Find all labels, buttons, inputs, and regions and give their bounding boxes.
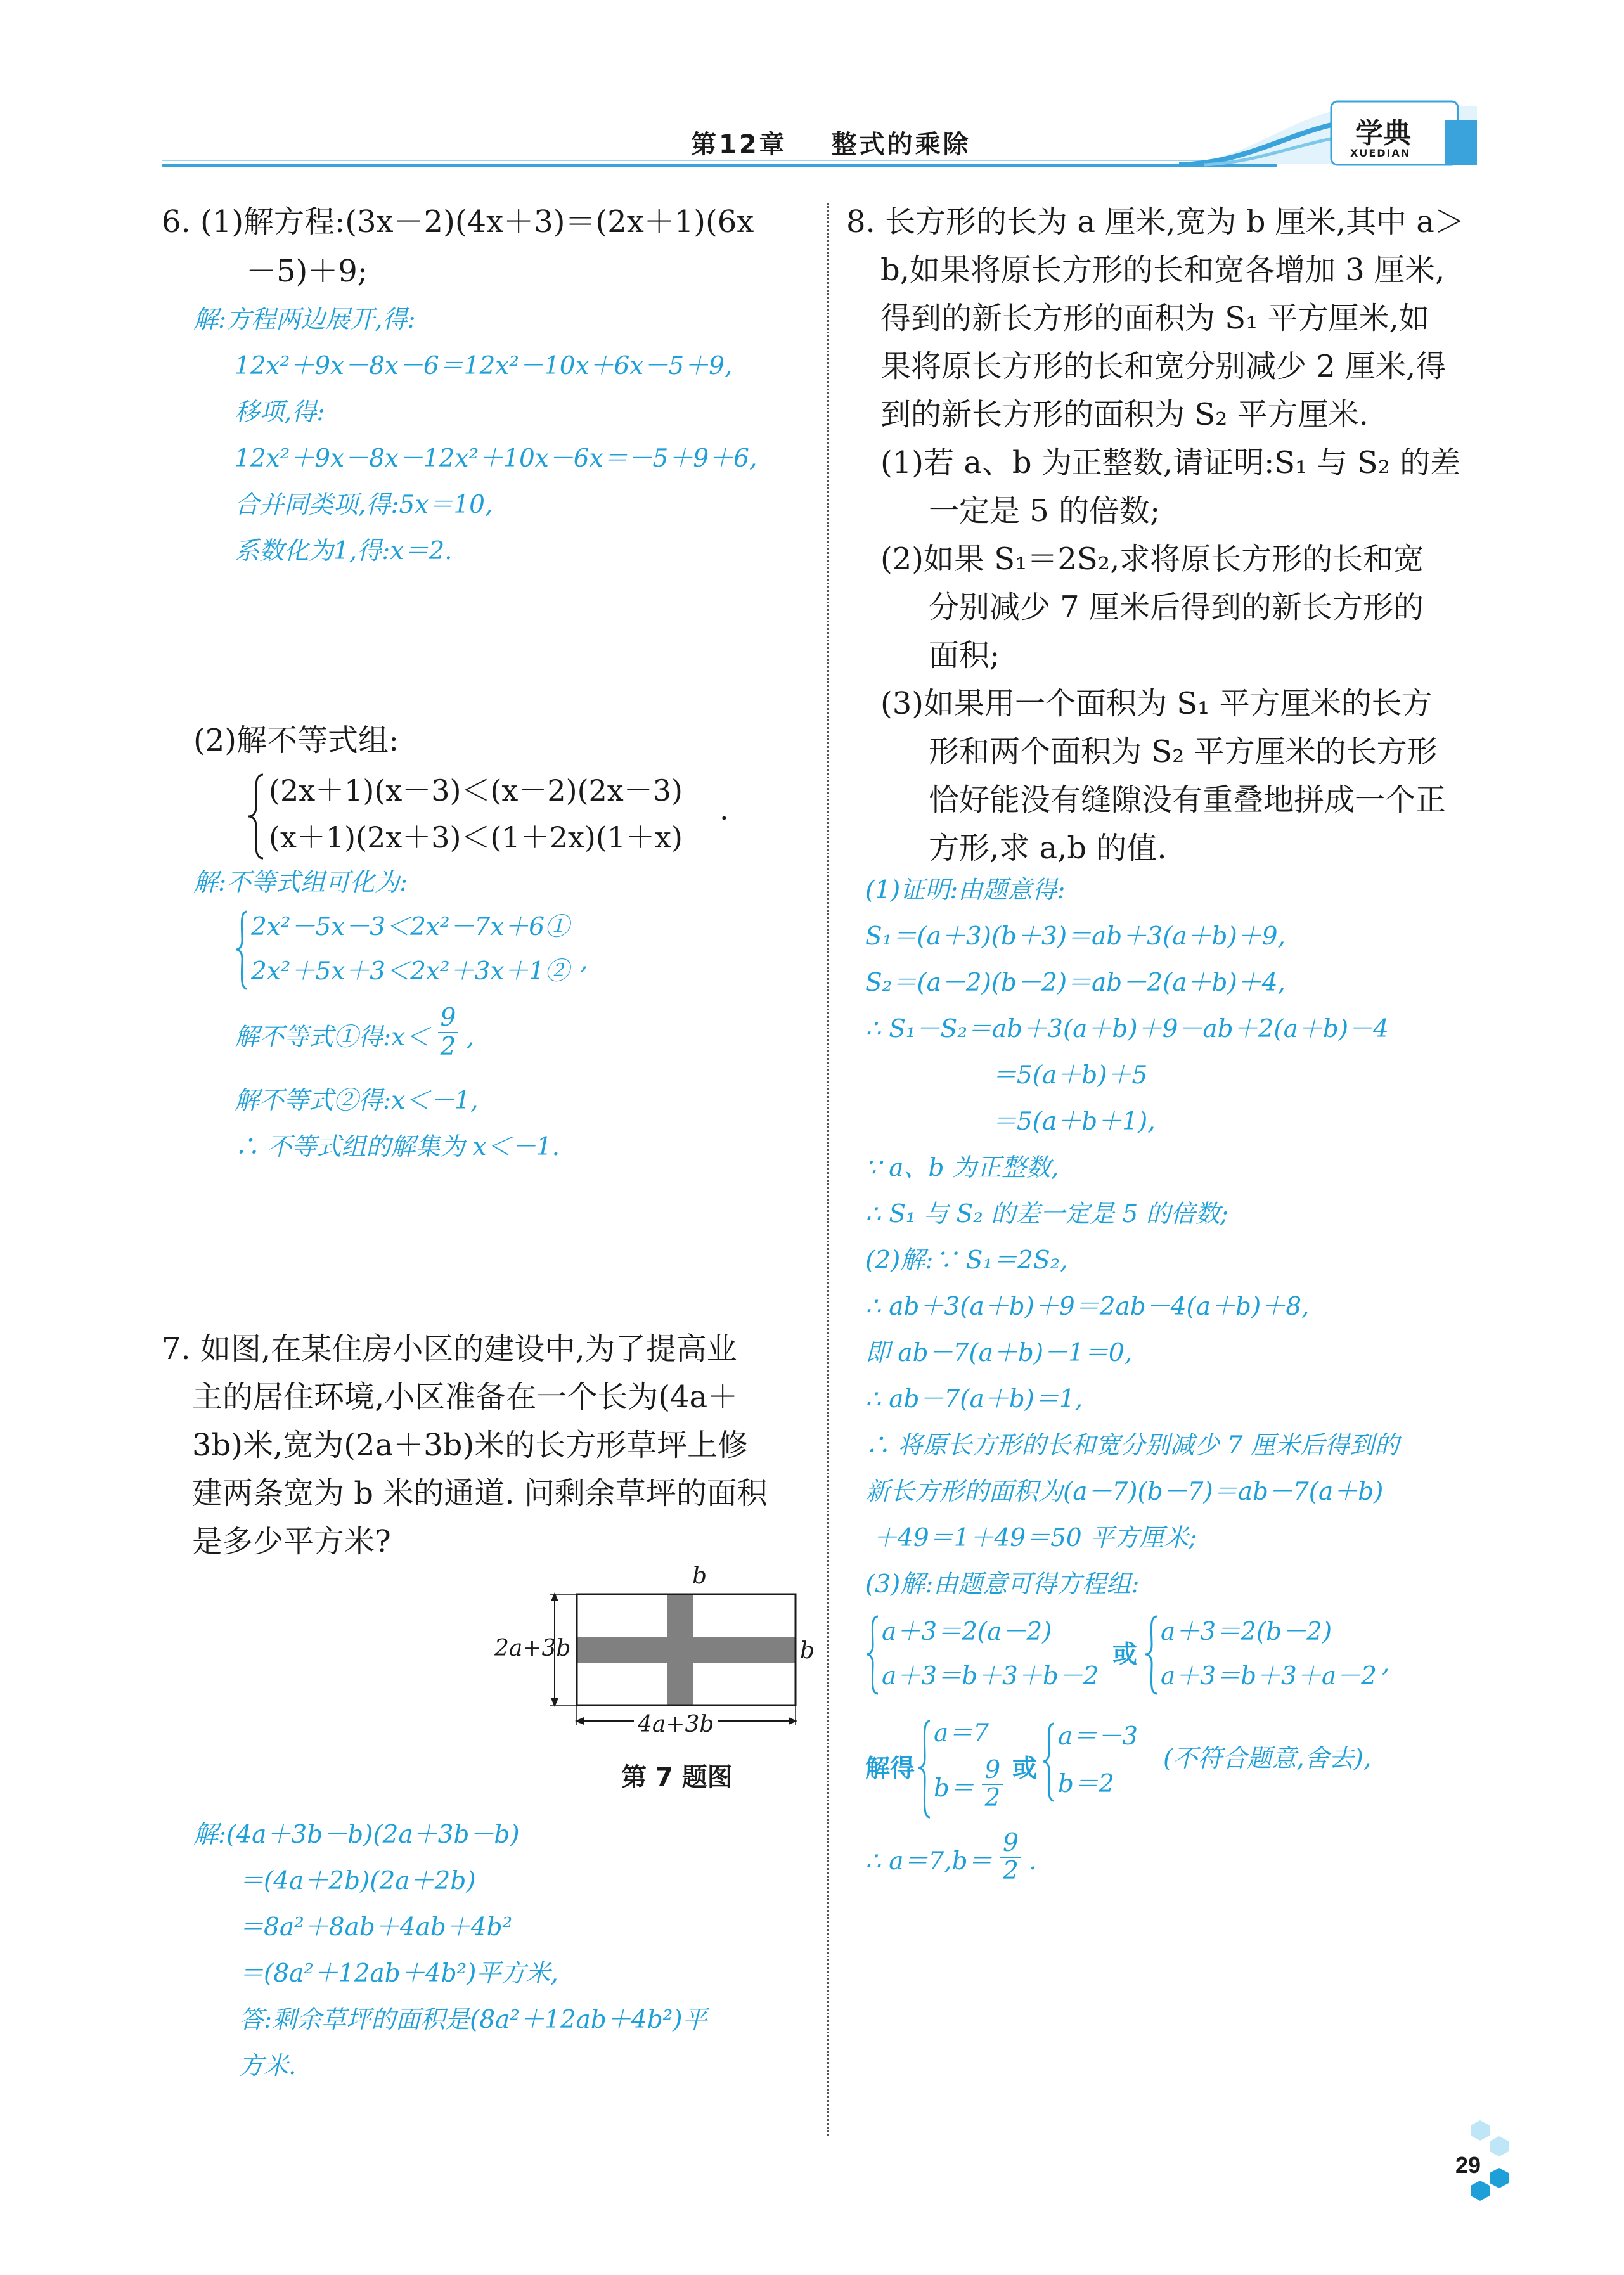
solution-line: 移项,得: bbox=[235, 398, 325, 427]
solution-line: (3)解:由题意可得方程组: bbox=[865, 1570, 1140, 1599]
q7-line: 是多少平方米? bbox=[192, 1524, 391, 1559]
fraction-numerator: 9 bbox=[438, 1004, 459, 1033]
q8-line: 8. 长方形的长为 a 厘米,宽为 b 厘米,其中 a＞ bbox=[846, 204, 1465, 240]
horizontal-path bbox=[577, 1637, 796, 1663]
solution-line: 系数化为1,得:x＝2. bbox=[235, 537, 453, 565]
q6-solution-2-intro: 解:不等式组可化为: bbox=[193, 868, 408, 897]
header-wave-decoration bbox=[1179, 95, 1483, 174]
solution-line: 即 ab－7(a＋b)－1＝0, bbox=[865, 1339, 1133, 1367]
fraction bbox=[1000, 1830, 1021, 1885]
solution-a: a＝7 bbox=[934, 1719, 989, 1748]
figure-width-label: 4a+3b bbox=[634, 1711, 718, 1737]
chapter-title: 整式的乘除 bbox=[831, 130, 971, 159]
q8-solutions bbox=[865, 1715, 1436, 1829]
figure-b-top-label: b bbox=[692, 1563, 707, 1589]
q7-line: 3b)米,宽为(2a＋3b)米的长方形草坪上修 bbox=[192, 1428, 749, 1463]
solution-line: ∴ S₁－S₂＝ab＋3(a＋b)＋9－ab＋2(a＋b)－4 bbox=[865, 1015, 1389, 1043]
rejection-note: (不符合题意,舍去), bbox=[1163, 1744, 1372, 1773]
inequality-2: (x＋1)(2x＋3)＜(1＋2x)(1＋x) bbox=[269, 820, 683, 854]
left-brace-icon bbox=[1144, 1614, 1159, 1696]
solution-line: (2)解:∵ S₁＝2S₂, bbox=[865, 1246, 1068, 1275]
q8-line: 一定是 5 的倍数; bbox=[929, 493, 1161, 529]
page-number: 29 bbox=[1455, 2152, 1481, 2178]
q8-line: (1)若 a、b 为正整数,请证明:S₁ 与 S₂ 的差 bbox=[880, 445, 1461, 480]
left-brace-icon bbox=[247, 772, 266, 861]
solution-line: ∴ ab－7(a＋b)＝1, bbox=[865, 1385, 1083, 1414]
q7-line: 7. 如图,在某住房小区的建设中,为了提高业 bbox=[162, 1331, 737, 1367]
brand-logo-text: 学典 bbox=[1355, 117, 1411, 150]
q6-part1-line1: 6. (1)解方程:(3x－2)(4x＋3)＝(2x＋1)(6x bbox=[162, 204, 754, 240]
header-rule bbox=[162, 164, 1277, 167]
solution-line: ＝8a²＋8ab＋4ab＋4b² bbox=[239, 1913, 513, 1942]
solve-label: 解得 bbox=[865, 1754, 915, 1783]
fraction-numerator: 9 bbox=[1000, 1830, 1021, 1858]
solution-comma: , bbox=[580, 947, 588, 976]
chapter-label: 第12章 bbox=[691, 130, 787, 159]
system-period: . bbox=[719, 792, 729, 827]
system1-eq1: a＋3＝2(a－2) bbox=[882, 1618, 1052, 1646]
or-label: 或 bbox=[1112, 1640, 1138, 1669]
q8-line: 果将原长方形的长和宽分别减少 2 厘米,得 bbox=[880, 349, 1447, 384]
q8-line: (3)如果用一个面积为 S₁ 平方厘米的长方 bbox=[880, 686, 1433, 721]
solution-line: 解:(4a＋3b－b)(2a＋3b－b) bbox=[193, 1821, 520, 1849]
q7-text bbox=[162, 1325, 768, 1566]
solution-line: ∴ 将原长方形的长和宽分别减少 7 厘米后得到的 bbox=[865, 1431, 1400, 1460]
q8-line: 到的新长方形的面积为 S₂ 平方厘米. bbox=[880, 397, 1369, 432]
column-divider bbox=[827, 203, 829, 2136]
solution-line: ∵ a、b 为正整数, bbox=[865, 1154, 1059, 1182]
solution-b bbox=[934, 1756, 1003, 1812]
fraction-denominator: 2 bbox=[1003, 1857, 1019, 1885]
fraction-denominator: 2 bbox=[984, 1784, 1001, 1812]
systems-comma: , bbox=[1382, 1649, 1390, 1678]
inequality-1: (2x＋1)(x－3)＜(x－2)(2x－3) bbox=[269, 773, 683, 808]
system2-eq1: a＋3＝2(b－2) bbox=[1161, 1618, 1332, 1646]
final-text: ∴ a＝7,b＝ bbox=[865, 1847, 993, 1876]
q8-text bbox=[846, 198, 1465, 872]
figure-caption: 第 7 题图 bbox=[621, 1763, 733, 1792]
figure-height-label: 2a+3b bbox=[494, 1635, 571, 1661]
step-end: , bbox=[466, 1023, 475, 1052]
solution-line: 新长方形的面积为(a－7)(b－7)＝ab－7(a＋b) bbox=[865, 1478, 1384, 1506]
running-header bbox=[691, 124, 1015, 160]
fraction bbox=[438, 1004, 459, 1061]
q7-line: 建两条宽为 b 米的通道. 问剩余草坪的面积 bbox=[192, 1476, 768, 1511]
system2-eq2: a＋3＝b＋3＋a－2 bbox=[1161, 1662, 1377, 1691]
q8-line: 形和两个面积为 S₂ 平方厘米的长方形 bbox=[929, 734, 1438, 770]
step-text: 解不等式①得:x＜ bbox=[235, 1023, 430, 1052]
alt-solution-b: b＝2 bbox=[1058, 1770, 1114, 1798]
solution-ineq-1: 2x²－5x－3＜2x²－7x＋6① bbox=[251, 913, 570, 941]
fraction-numerator: 9 bbox=[982, 1757, 1003, 1785]
q8-line: 面积; bbox=[929, 638, 1000, 673]
q8-equation-systems bbox=[865, 1610, 1436, 1705]
fraction bbox=[982, 1757, 1003, 1812]
q8-solution bbox=[865, 867, 1399, 1608]
solution-line: ∴ S₁ 与 S₂ 的差一定是 5 的倍数; bbox=[865, 1200, 1228, 1228]
solution-line: ＝(4a＋2b)(2a＋2b) bbox=[239, 1867, 476, 1895]
system1-eq2: a＋3＝b＋3＋b－2 bbox=[882, 1662, 1099, 1691]
solution-line: (1)证明:由题意得: bbox=[865, 876, 1066, 905]
q6-solution-2-step2: 解不等式②得:x＜－1, bbox=[235, 1086, 479, 1115]
or-label: 或 bbox=[1012, 1754, 1038, 1783]
header-rule-light bbox=[162, 160, 1277, 161]
q8-line: (2)如果 S₁＝2S₂,求将原长方形的长和宽 bbox=[880, 541, 1424, 577]
q8-line: 分别减少 7 厘米后得到的新长方形的 bbox=[929, 590, 1424, 625]
q8-line: 方形,求 a,b 的值. bbox=[929, 830, 1167, 866]
solution-line: ＋49＝1＋49＝50 平方厘米; bbox=[873, 1524, 1197, 1552]
q6-part2-title: (2)解不等式组: bbox=[193, 723, 399, 758]
left-brace-icon bbox=[917, 1718, 932, 1820]
q6-part1-line2: －5)＋9; bbox=[246, 254, 368, 289]
left-brace-icon bbox=[1041, 1721, 1057, 1803]
solution-b-label: b＝ bbox=[934, 1774, 974, 1803]
solution-line: ＝5(a＋b＋1), bbox=[992, 1107, 1156, 1136]
alt-solution-a: a＝－3 bbox=[1058, 1722, 1138, 1751]
solution-line: ∴ ab＋3(a＋b)＋9＝2ab－4(a＋b)＋8, bbox=[865, 1292, 1310, 1321]
q7-solution bbox=[193, 1812, 707, 2089]
solution-line: S₂＝(a－2)(b－2)＝ab－2(a＋b)＋4, bbox=[865, 969, 1286, 997]
left-brace-icon bbox=[235, 909, 250, 991]
q6-solution-1 bbox=[193, 297, 757, 574]
q8-final-answer bbox=[865, 1829, 1037, 1885]
q8-line: 恰好能没有缝隙没有重叠地拼成一个正 bbox=[929, 782, 1447, 818]
q6-solution-2-step3: ∴ 不等式组的解集为 x＜－1. bbox=[235, 1133, 560, 1161]
q7-line: 主的居住环境,小区准备在一个长为(4a＋ bbox=[192, 1379, 738, 1415]
q8-line: 得到的新长方形的面积为 S₁ 平方厘米,如 bbox=[880, 300, 1429, 336]
solution-line: ＝(8a²＋12ab＋4b²)平方米, bbox=[239, 1959, 558, 1988]
final-end: . bbox=[1029, 1847, 1037, 1876]
fraction-denominator: 2 bbox=[440, 1033, 456, 1061]
brand-logo-sub: XUEDIAN bbox=[1350, 147, 1411, 159]
q6-solution-2-step1 bbox=[235, 1003, 475, 1061]
solution-ineq-2: 2x²＋5x＋3＜2x²＋3x＋1② bbox=[251, 957, 570, 986]
figure-b-right-label: b bbox=[800, 1638, 815, 1664]
solution-line: 方米. bbox=[239, 2052, 297, 2080]
solution-line: 12x²＋9x－8x－6＝12x²－10x＋6x－5＋9, bbox=[235, 352, 733, 380]
q8-line: b,如果将原长方形的长和宽各增加 3 厘米, bbox=[880, 252, 1445, 288]
left-brace-icon bbox=[865, 1614, 880, 1696]
solution-line: 解:方程两边展开,得: bbox=[193, 306, 416, 334]
solution-line: S₁＝(a＋3)(b＋3)＝ab＋3(a＋b)＋9, bbox=[865, 922, 1286, 951]
solution-line: 答:剩余草坪的面积是(8a²＋12ab＋4b²)平 bbox=[239, 2006, 707, 2034]
solution-line: ＝5(a＋b)＋5 bbox=[992, 1061, 1148, 1090]
solution-line: 12x²＋9x－8x－12x²＋10x－6x＝－5＋9＋6, bbox=[235, 444, 757, 473]
solution-line: 合并同类项,得:5x＝10, bbox=[235, 491, 493, 519]
